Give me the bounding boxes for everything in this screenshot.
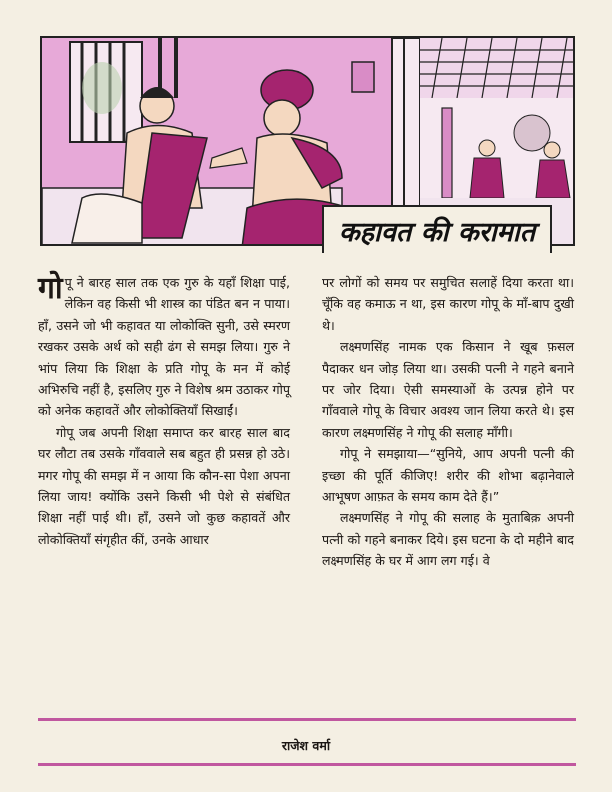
paragraph: लक्ष्मणसिंह नामक एक किसान ने खूब फ़सल पैदाकर धन जोड़ लिया था। उसकी पत्नी ने गहने बनाने पर जोर दिया। ऐसी समस्याओं के उत्पन्न होने पर गाँववाले गोपू के विचार अवश्य जान लिया करते थे। इस कारण लक्ष्मणसिंह ने गोपू की सलाह माँगी। <box>322 339 574 440</box>
paragraph: लक्ष्मणसिंह ने गोपू की सलाह के मुताबिक़ अपनी पत्नी को गहने बनाकर दिये। इस घटना के दो महीने बाद लक्ष्मणसिंह के घर में आग लग गई। वे <box>322 510 574 569</box>
bottom-divider <box>38 763 576 766</box>
author-credit: राजेश वर्मा <box>281 738 331 753</box>
left-column <box>38 272 290 550</box>
story-title: कहावत की करामात <box>338 216 536 248</box>
paragraph: गोपू ने समझाया—“सुनिये, आप अपनी पत्नी की इच्छा की पूर्ति कीजिए! शरीर की शोभा बढ़ानेवाले आभूषण आफ़त के समय काम देते हैं।” <box>322 446 574 505</box>
paragraph: पर लोगों को समय पर समुचित सलाहें दिया करता था। चूँकि वह कमाऊ न था, इस कारण गोपू के माँ-बाप दुखी थे। <box>322 275 574 333</box>
title-box <box>322 205 552 253</box>
drop-cap: गो <box>38 271 63 306</box>
paragraph <box>38 272 290 422</box>
paragraph: गोपू जब अपनी शिक्षा समाप्त कर बारह साल बाद घर लौटा तब उसके गाँववाले सब बहुत ही प्रसन्न हो उठे। मगर गोपू की समझ में न आया कि कौन-सा पेशा अपना लिया जाय! क्योंकि उसने किसी भी पेशे से संबंधित शिक्षा नहीं पाई थी। हाँ, उसने जो कुछ कहावतें और लोकोक्तियाँ संगृहीत कीं, उनके आधार <box>38 424 290 547</box>
top-divider <box>38 718 576 721</box>
right-column <box>322 272 574 572</box>
paragraph-text: पू ने बारह साल तक एक गुरु के यहाँ शिक्षा पाई, लेकिन वह किसी भी शास्त्र का पंडित बन न पाया। हाँ, उसने जो भी कहावत या लोकोक्ति सुनी, उसे स्मरण रखकर उसके अर्थ को सही ढंग से समझ लिया। गुरु ने भांप लिया कि शिक्षा के प्रति गोपू के मन में कोई अभिरुचि नहीं है, इसलिए गुरु ने विशेष श्रम उठाकर गोपू को अनेक कहावतें और लोकोक्तियाँ सिखाईं। <box>38 275 290 419</box>
